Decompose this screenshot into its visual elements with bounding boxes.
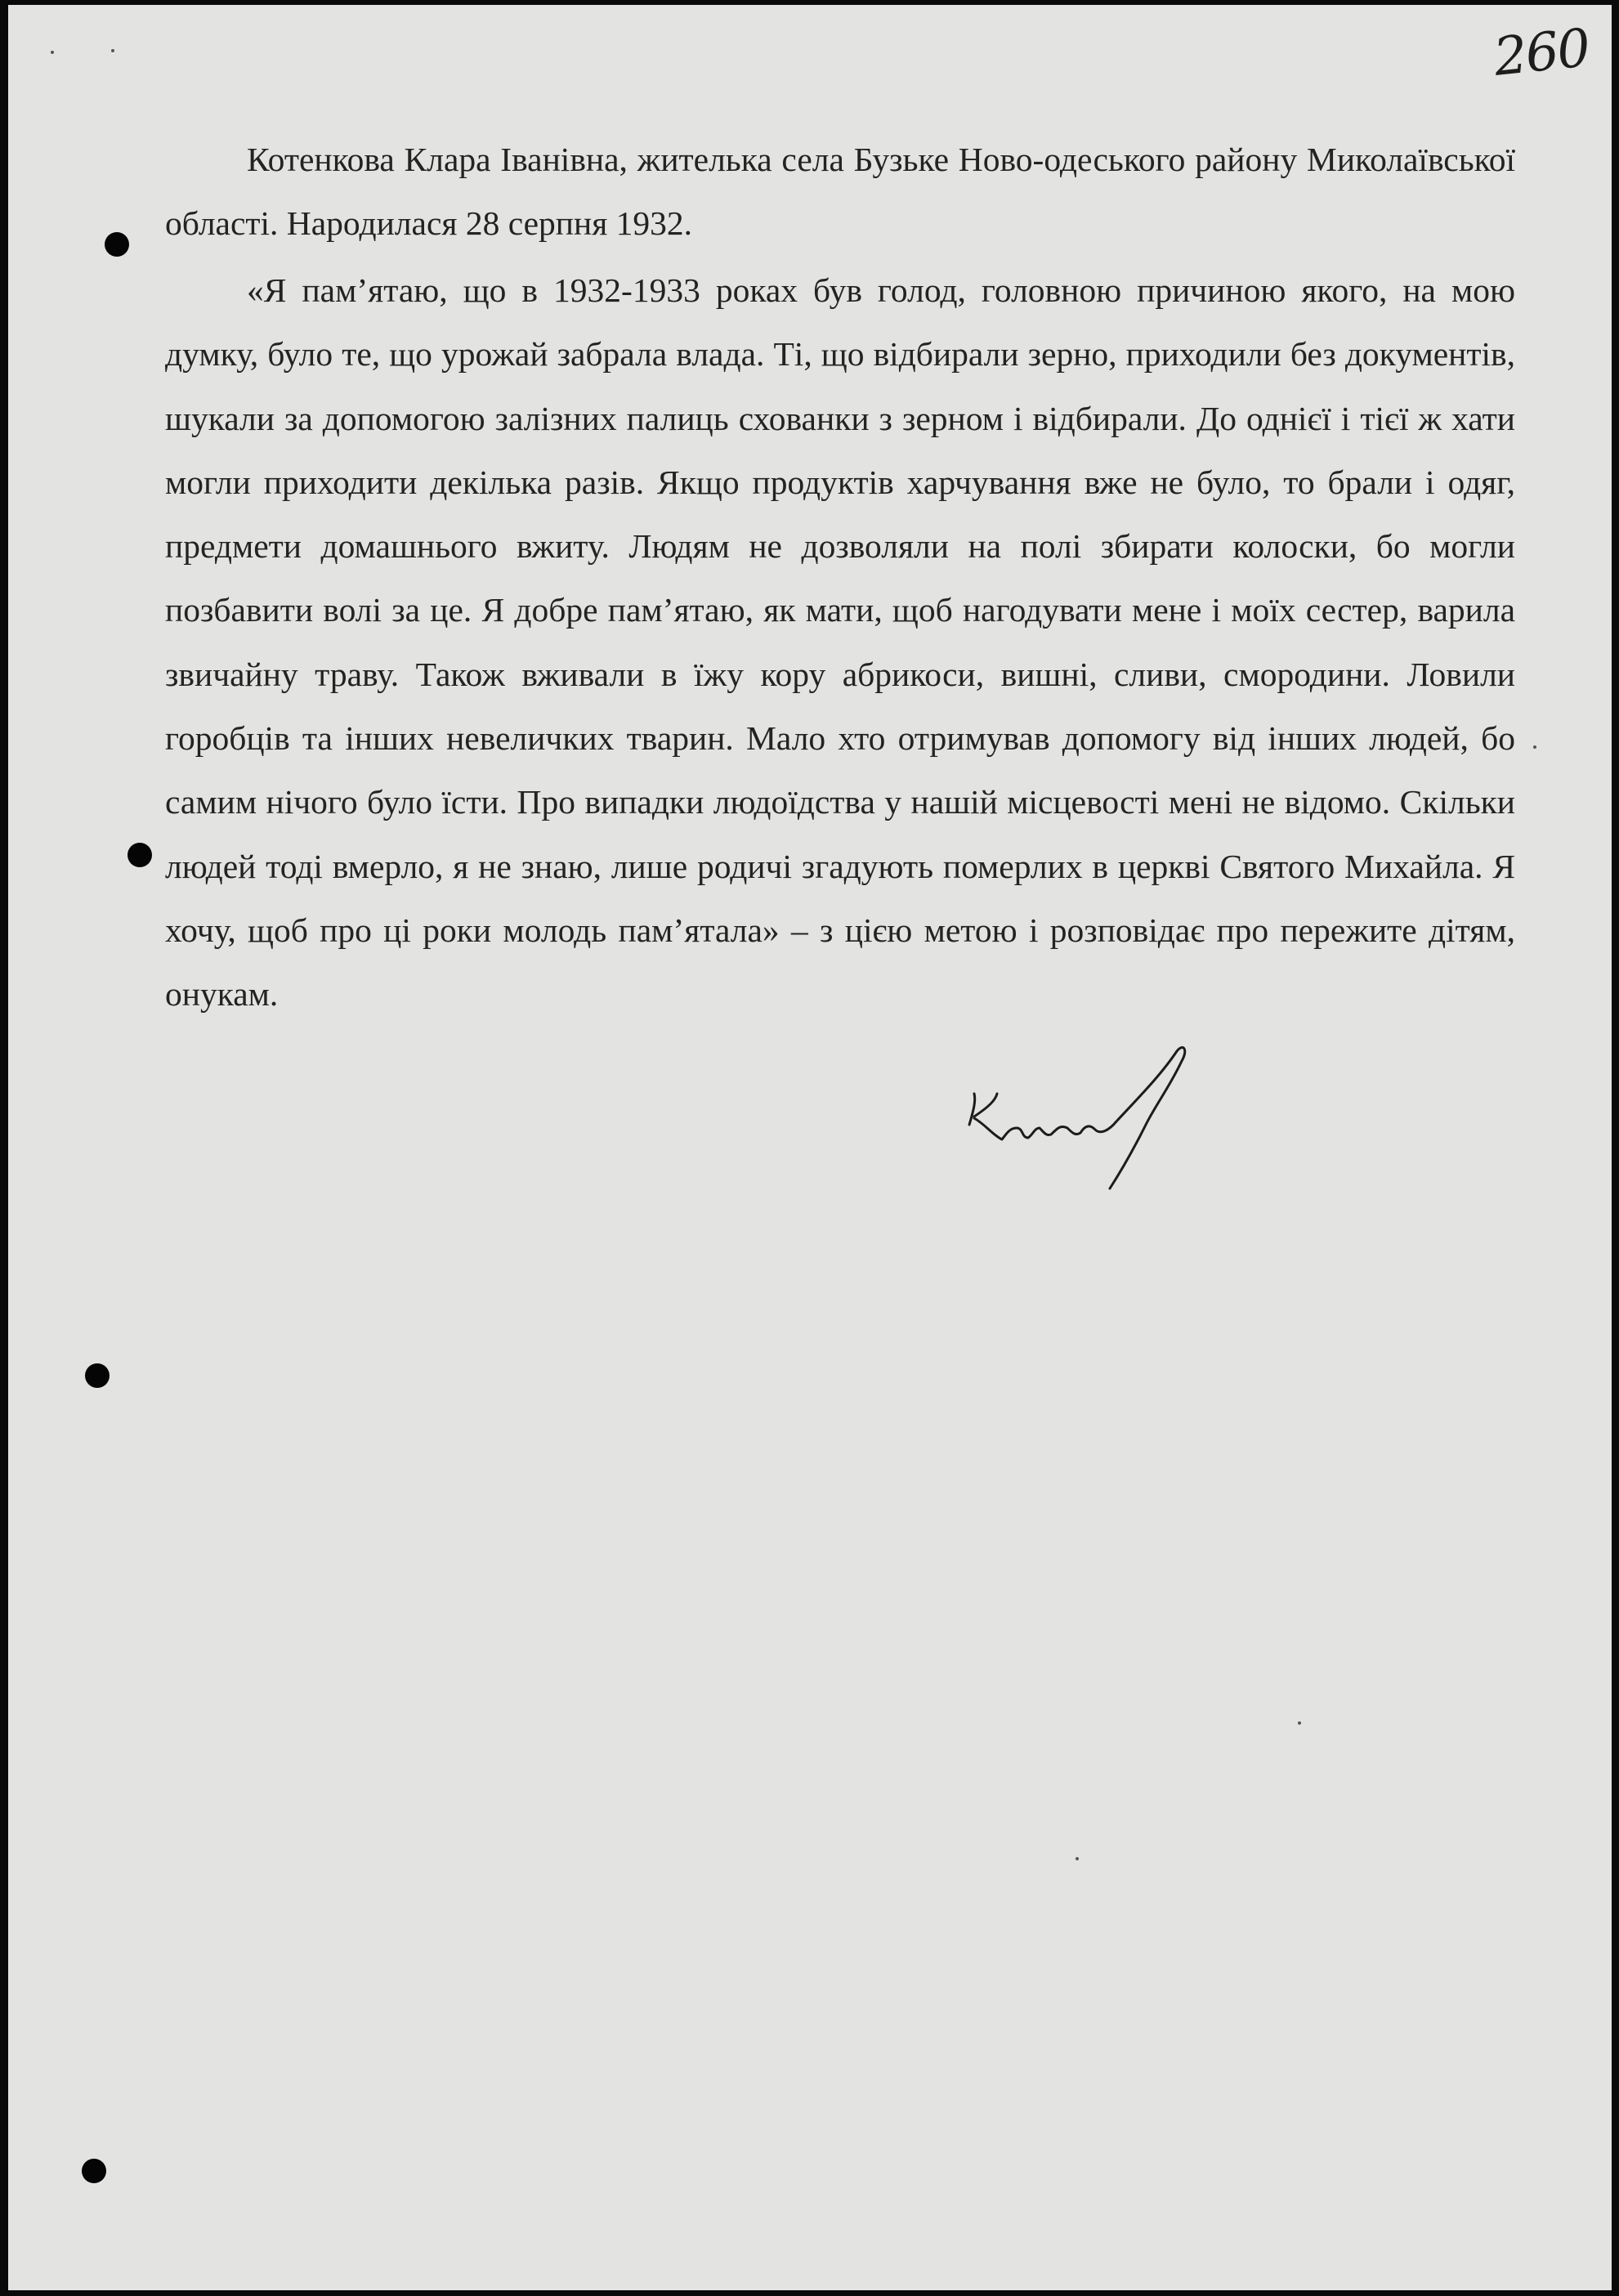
binder-hole bbox=[127, 843, 152, 867]
binder-hole bbox=[85, 1363, 110, 1388]
scan-speck bbox=[1533, 745, 1536, 749]
scan-speck bbox=[51, 51, 54, 54]
testimony-paragraph: «Я пам’ятаю, що в 1932-1933 роках був голод, головною причиною якого, на мою думку, було те, що урожай забрала влада. Ті, що відбирали зерно, приходили без документів, шукали за допомогою залізних палиць схованки з зерном і відбирали. До однієї і тієї ж хати могли приходити декілька разів. Якщо продуктів харчування вже не було, то брали і одяг, предмети домашнього вжиту. Людям не дозволяли на полі збирати колоски, бо могли позбавити волі за це. Я добре пам’ятаю, як мати, щоб нагодувати мене і моїх сестер, варила звичайну траву. Також вживали в їжу кору абрикоси, вишні, сливи, смородини. Ловили горобців та інших невеличких тварин. Мало хто отримував допомогу від інших людей, бо самим нічого було їсти. Про випадки людоїдства у нашій місцевості мені не відомо. Скільки людей тоді вмерло, я не знаю, лише родичі згадують померлих в церкві Святого Михайла. Я хочу, щоб про ці роки молодь пам’ятала» – з цією метою і розповідає про пережите дітям, онукам. bbox=[165, 271, 1515, 1014]
binder-hole bbox=[105, 232, 129, 257]
scan-speck bbox=[1298, 1721, 1301, 1725]
handwritten-page-number: 260 bbox=[1491, 18, 1592, 88]
binder-hole bbox=[82, 2159, 106, 2183]
document-page bbox=[8, 5, 1612, 2290]
informant-header: Котенкова Клара Іванівна, жителька села Бузьке Ново-одеського району Миколаївської області. Народилася 28 серпня 1932. bbox=[165, 141, 1515, 242]
handwritten-signature bbox=[956, 1043, 1234, 1206]
scan-speck bbox=[1076, 1857, 1079, 1860]
scan-speck bbox=[111, 49, 114, 52]
